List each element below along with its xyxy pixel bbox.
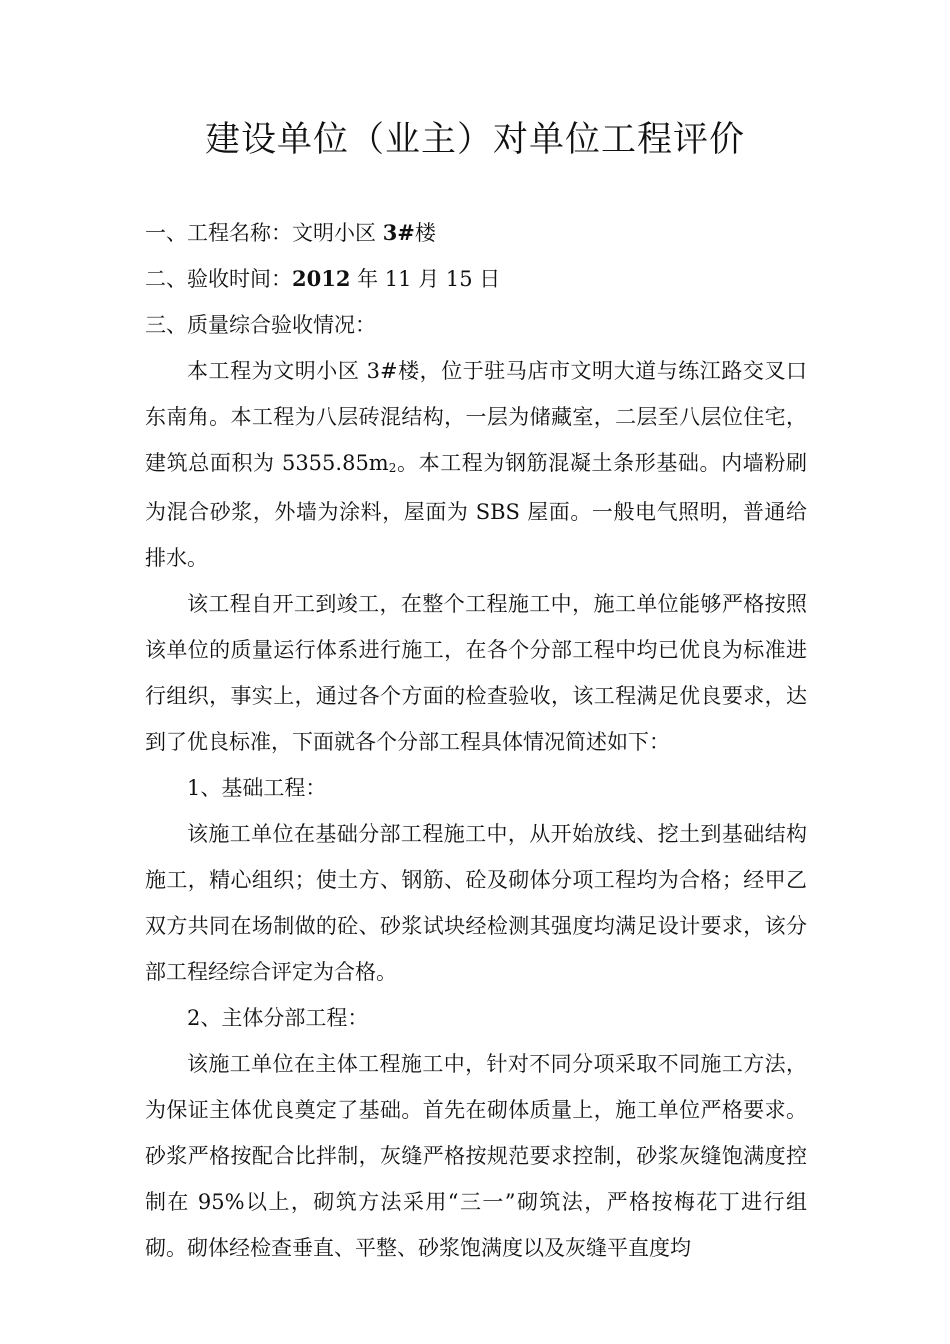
acceptance-date-rest: 年 11 月 15 日 bbox=[350, 267, 501, 291]
foundation-section-body: 该施工单位在基础分部工程施工中，从开始放线、挖土到基础结构施工，精心组织；使土方、钢筋、砼及砌体分项工程均为合格；经甲乙双方共同在场制做的砼、砂浆试块经检测其强度均满足设计要求，该分部工程经综合评定为合格。 bbox=[145, 822, 807, 984]
overview-text-part1: 本工程为文明小区 3#楼，位于驻马店市文明大道与练江路交叉口东南角。本工程为八层砖混结构，一层为储藏室，二层至八层位住宅，建筑总面积为 5355.85m bbox=[145, 359, 807, 475]
acceptance-time-label: 二、验收时间： bbox=[145, 267, 292, 291]
project-name-label: 一、工程名称：文明小区 bbox=[145, 221, 383, 245]
area-unit-superscript: 2 bbox=[388, 461, 397, 475]
overview-text-part2: 。本工程为钢筋混凝土条形基础。内墙粉刷为混合砂浆，外墙为涂料，屋面为 SBS 屋面。一般电气照明，普通给排水。 bbox=[145, 451, 807, 570]
project-name-line bbox=[145, 210, 807, 256]
construction-summary-paragraph: 该工程自开工到竣工，在整个工程施工中，施工单位能够严格按照该单位的质量运行体系进行施工，在各个分部工程中均已优良为标准进行组织，事实上，通过各个方面的检查验收，该工程满足优良要求，达到了优良标准，下面就各个分部工程具体情况简述如下： bbox=[145, 592, 807, 754]
main-structure-section-body: 该施工单位在主体工程施工中，针对不同分项采取不同施工方法，为保证主体优良奠定了基础。首先在砌体质量上，施工单位严格要求。砂浆严格按配合比拌制，灰缝严格按规范要求控制，砂浆灰缝饱满度控制在 95%以上，砌筑方法采用“三一”砌筑法，严格按梅花丁进行组砌。砌体经检查垂直、平整、砂浆饱满度以及灰缝平直度均 bbox=[145, 1052, 807, 1260]
main-structure-section-title: 2、主体分部工程： bbox=[187, 1006, 369, 1030]
document-title: 建设单位（业主）对单位工程评价 bbox=[204, 120, 745, 160]
acceptance-year: 2012 bbox=[292, 266, 351, 291]
foundation-section-title: 1、基础工程： bbox=[187, 776, 327, 800]
project-name-suffix: 楼 bbox=[414, 221, 436, 245]
quality-heading: 三、质量综合验收情况： bbox=[145, 313, 376, 337]
project-overview-paragraph bbox=[145, 348, 807, 581]
project-name-number: 3# bbox=[382, 220, 415, 245]
document-body bbox=[145, 210, 807, 1271]
acceptance-time-line bbox=[145, 256, 807, 302]
